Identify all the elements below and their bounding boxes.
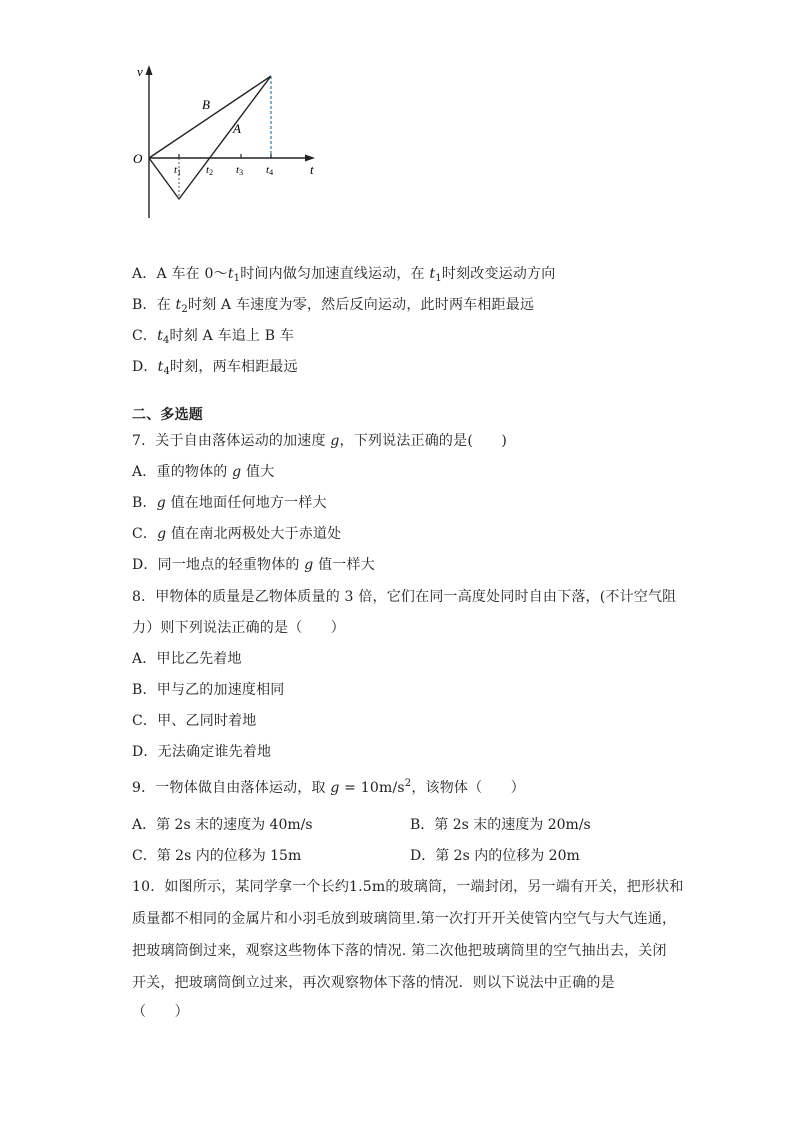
tick-label-t2: t2 xyxy=(206,164,214,177)
t-axis-arrow xyxy=(305,155,315,162)
q8-stem-line1: 8．甲物体的质量是乙物体质量的 3 倍，它们在同一高度处同时自由下落，(不计空气阻 xyxy=(132,589,677,605)
q9-option-c: C．第 2s 内的位移为 15m xyxy=(132,848,302,864)
line-b xyxy=(149,76,271,158)
q8-option-a: A．甲比乙先着地 xyxy=(132,651,242,667)
line-b-label: B xyxy=(202,97,210,112)
tick-label-t4: t4 xyxy=(266,164,274,177)
origin-label: O xyxy=(133,151,143,166)
q6-option-b: B．在 $t_2$时刻 A 车速度为零，然后反向运动，此时两车相距最远 xyxy=(132,297,535,315)
line-a xyxy=(149,76,274,199)
t-axis-label: t xyxy=(310,162,314,177)
v-axis-arrow xyxy=(146,65,153,75)
q10-stem-line1: 10．如图所示，某同学拿一个长约1.5m的玻璃筒，一端封闭，另一端有开关，把形状和 xyxy=(132,879,684,895)
section-heading-multiple-choice: 二、多选题 xyxy=(132,407,203,423)
vt-graph xyxy=(128,62,328,222)
q7-option-b: B．g 值在地面任何地方一样大 xyxy=(132,495,327,511)
q7-stem: 7．关于自由落体运动的加速度 g，下列说法正确的是( ) xyxy=(132,433,508,449)
line-a-label: A xyxy=(233,121,241,136)
q9-option-a: A．第 2s 末的速度为 40m/s xyxy=(132,817,313,833)
q9-option-b: B．第 2s 末的速度为 20m/s xyxy=(410,817,591,833)
tick-label-t1: t1 xyxy=(174,164,182,177)
tick-label-t3: t3 xyxy=(236,164,244,177)
q10-stem-line4: 开关，把玻璃筒倒立过来，再次观察物体下落的情况．则以下说法中正确的是 xyxy=(132,975,615,991)
q8-option-c: C．甲、乙同时着地 xyxy=(132,713,257,729)
q6-option-a: A．A 车在 $0\sim t_1$时间内做匀加速直线运动，在 $t_1$时刻改变运动方向 xyxy=(132,266,556,284)
v-axis-label: v xyxy=(137,64,143,79)
q8-option-b: B．甲与乙的加速度相同 xyxy=(132,682,285,698)
q7-option-a: A．重的物体的 g 值大 xyxy=(132,464,275,480)
q6-option-c: C．$t_4$时刻 A 车追上 B 车 xyxy=(132,328,295,346)
q8-option-d: D．无法确定谁先着地 xyxy=(132,744,272,760)
q9-option-d: D．第 2s 内的位移为 20m xyxy=(410,848,580,864)
q8-stem-line2: 力）则下列说法正确的是（ ） xyxy=(132,620,345,636)
q10-stem-line2: 质量都不相同的金属片和小羽毛放到玻璃筒里.第一次打开开关使管内空气与大气连通， xyxy=(132,911,677,927)
q10-stem-line3: 把玻璃筒倒过来，观察这些物体下落的情况. 第二次他把玻璃筒里的空气抽出去，关闭 xyxy=(132,943,667,959)
q10-stem-line5: （ ） xyxy=(132,1004,189,1020)
q6-option-d: D．$t_4$时刻，两车相距最远 xyxy=(132,359,298,377)
q9-stem: 9．一物体做自由落体运动，取 $g = 10m/s^2$，该物体（ ） xyxy=(132,778,525,796)
q7-option-c: C．g 值在南北两极处大于赤道处 xyxy=(132,526,342,542)
q7-option-d: D．同一地点的轻重物体的 g 值一样大 xyxy=(132,557,375,573)
